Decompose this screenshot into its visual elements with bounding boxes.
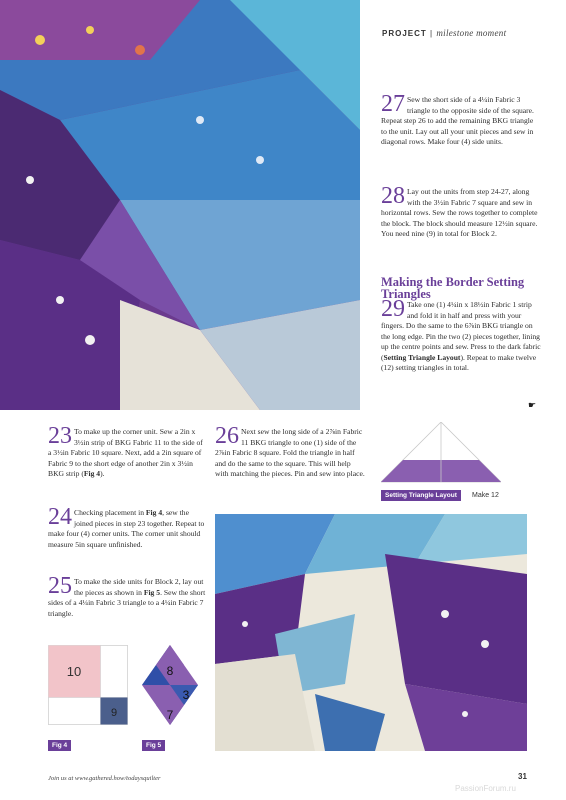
fig-4-caption: Fig 4: [48, 740, 71, 751]
step-text: To make up the corner unit. Sew a 2in x 3½in strip of BKG Fabric 11 to the side of a 3½in Fabric 10 square. Next, add a 2in square of Fabric 9 to the short edge of another 2in x 3½in BKG strip (Fig 4).: [48, 427, 203, 478]
setting-triangle-label: Setting Triangle Layout: [381, 490, 461, 501]
header-section: milestone moment: [436, 28, 507, 38]
step-27: [381, 91, 541, 148]
step-26: [215, 423, 365, 480]
step-bold-ref: Fig 4: [145, 508, 163, 517]
quilt-photo-top-art: [0, 0, 360, 410]
step-text: Checking placement in Fig 4, sew the joined pieces in step 23 together. Repeat to make four (4) corner units. The corner unit should measure 5in square unfinished.: [48, 508, 205, 549]
step-text: To make the side units for Block 2, lay out the pieces as shown in Fig 5. Sew the short sides of a 4¼in Fabric 3 triangle to a 4¼in Fabric 7 triangle.: [48, 577, 206, 618]
step-number: 29: [381, 296, 405, 322]
step-number: 24: [48, 504, 72, 530]
step-text: Lay out the units from step 24-27, along with the 3½in Fabric 7 square and sew in horizontal rows. Sew the rows together to complete the block. The block should measure 12½in square. You need nine (9) in total for Block 2.: [381, 187, 538, 238]
quilt-photo-top: [0, 0, 360, 410]
header-separator: |: [430, 29, 434, 38]
step-25: [48, 573, 208, 619]
fig-5-label-3: 3: [182, 688, 190, 702]
quilt-photo-bottom: [215, 514, 527, 751]
header-project: PROJECT: [382, 29, 427, 38]
step-number: 23: [48, 423, 72, 449]
continue-arrow-icon: ☛: [528, 400, 537, 410]
fig-5-label-8: 8: [166, 664, 174, 678]
step-number: 28: [381, 183, 405, 209]
step-23: [48, 423, 208, 480]
fig-5-caption: Fig 5: [142, 740, 165, 751]
watermark: PassionForum.ru: [455, 784, 516, 793]
running-header: [382, 28, 532, 38]
footer-website: Join us at www.gathered.how/todaysquilter: [48, 775, 161, 782]
fig-4-diagram: [48, 645, 128, 725]
step-29: [381, 296, 541, 374]
step-bold-ref: Setting Triangle Layout: [383, 352, 461, 362]
step-text: Next sew the long side of a 2⅞in Fabric 11 BKG triangle to one (1) side of the 2⅞in Fabric 8 square. Fold the triangle in half and do the same to the square. This will help with matching the pieces. Pin and sew into place.: [215, 427, 365, 478]
step-number: 27: [381, 91, 405, 117]
step-number: 26: [215, 423, 239, 449]
make-count-note: Make 12: [472, 492, 499, 499]
step-24: [48, 504, 208, 550]
step-text: Take one (1) 4¼in x 18½in Fabric 1 strip and fold it in half and press with your fingers. Do the same to the 6⅞in BKG triangle on the long edge. Pin the two (2) pieces together, lining up the centre points and sew. Press to the dark fabric (Setting Triangle Layout). Repeat to make twelve (12) setting triangles in total.: [381, 300, 541, 372]
fig-5-label-7: 7: [166, 708, 174, 722]
fig-5-diagram: [142, 645, 198, 725]
step-bold-ref: Fig 5: [143, 587, 161, 597]
fig-4-label-10: 10: [66, 664, 82, 679]
fig-4-label-9: 9: [110, 707, 118, 719]
step-text: Sew the short side of a 4¼in Fabric 3 triangle to the opposite side of the square. Repeat step 26 to add the remaining BKG triangle to the unit. Lay out all your unit pieces and sew in diagonal rows. Make four (4) side units.: [381, 95, 534, 146]
setting-triangle-diagram: [381, 422, 501, 484]
step-28: [381, 183, 541, 240]
step-bold-ref: Fig 4: [83, 469, 101, 478]
quilt-photo-bottom-art: [215, 514, 527, 751]
page-number: 31: [518, 772, 527, 781]
section-subheading: Making the Border Setting Triangles: [381, 275, 525, 301]
step-number: 25: [48, 573, 72, 599]
